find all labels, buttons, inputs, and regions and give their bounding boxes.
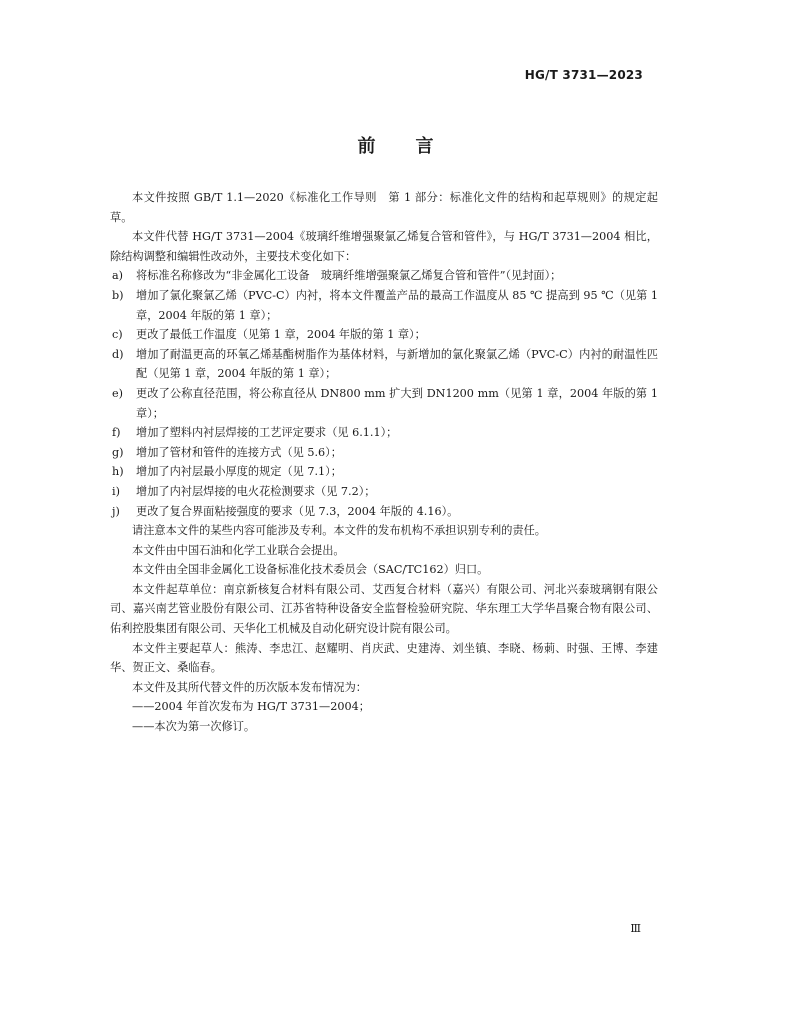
list-marker: d) (112, 347, 124, 361)
list-item (110, 345, 658, 384)
list-text: 增加了氯化聚氯乙烯（PVC-C）内衬，将本文件覆盖产品的最高工作温度从 85 ℃ 提高到 95 ℃（见第 1 章，2004 年版的第 1 章）； (136, 288, 658, 322)
history-item-2004: ——2004 年首次发布为 HG/T 3731—2004； (132, 700, 370, 714)
list-text: 更改了复合界面粘接强度的要求（见 7.3，2004 年版的 4.16）。 (136, 504, 459, 518)
list-item (110, 325, 658, 345)
list-marker: f) (112, 426, 121, 440)
list-text: 增加了内衬层焊接的电火花检测要求（见 7.2）； (136, 484, 376, 498)
list-item (110, 384, 658, 423)
list-item (110, 462, 658, 482)
list-text: 将标准名称修改为“非金属化工设备 玻璃纤维增强聚氯乙烯复合管和管件”（见封面）； (136, 269, 562, 283)
paragraph-committee: 本文件由全国非金属化工设备标准化技术委员会（SAC/TC162）归口。 (132, 563, 489, 577)
paragraph-proposer: 本文件由中国石油和化学工业联合会提出。 (132, 543, 345, 557)
paragraph-drafting-basis: 本文件按照 GB/T 1.1—2020《标准化工作导则 第 1 部分：标准化文件的结构和起草规则》的规定起草。 (110, 191, 658, 224)
list-marker: b) (112, 288, 124, 302)
page-title: 前言 (357, 136, 474, 157)
list-marker: e) (112, 386, 123, 400)
list-marker: j) (112, 504, 120, 518)
list-item (110, 502, 658, 522)
list-item (110, 286, 658, 325)
paragraph-patent-notice: 请注意本文件的某些内容可能涉及专利。本文件的发布机构不承担识别专利的责任。 (132, 524, 546, 538)
paragraph-history-intro: 本文件及其所代替文件的历次版本发布情况为： (132, 680, 367, 694)
list-marker: g) (112, 445, 124, 459)
list-item (110, 443, 658, 463)
list-text: 更改了最低工作温度（见第 1 章，2004 年版的第 1 章）； (136, 328, 426, 342)
paragraph-replacement: 本文件代替 HG/T 3731—2004《玻璃纤维增强聚氯乙烯复合管和管件》，与 HG/T 3731—2004 相比，除结构调整和编辑性改动外，主要技术变化如下： (110, 230, 658, 263)
list-text: 增加了管材和管件的连接方式（见 5.6）； (136, 445, 342, 459)
document-body (110, 188, 658, 737)
list-text: 增加了内衬层最小厚度的规定（见 7.1）； (136, 465, 342, 479)
list-text: 增加了塑料内衬层焊接的工艺评定要求（见 6.1.1）； (136, 426, 398, 440)
list-item (110, 423, 658, 443)
list-marker: i) (112, 484, 120, 498)
list-marker: h) (112, 465, 124, 479)
page-number: Ⅲ (630, 922, 641, 935)
list-item (110, 482, 658, 502)
list-marker: c) (112, 328, 123, 342)
changes-list (110, 266, 658, 521)
document-code: HG/T 3731—2023 (524, 68, 643, 82)
list-text: 更改了公称直径范围，将公称直径从 DN800 mm 扩大到 DN1200 mm（见第 1 章，2004 年版的第 1 章）； (136, 386, 658, 420)
paragraph-drafters: 本文件主要起草人：熊涛、李忠江、赵耀明、肖庆武、史建涛、刘坐镇、李晓、杨莿、时强、王博、李建华、贺正文、桑临春。 (110, 641, 658, 675)
list-marker: a) (112, 269, 124, 283)
paragraph-drafting-units: 本文件起草单位：南京新核复合材料有限公司、艾西复合材料（嘉兴）有限公司、河北兴泰玻璃钢有限公司、嘉兴南艺管业股份有限公司、江苏省特种设备安全监督检验研究院、华东理工大学华昌聚合物有限公司、佑利控股集团有限公司、天华化工机械及自动化研究设计院有限公司。 (110, 582, 658, 636)
list-item (110, 266, 658, 286)
history-item-current: ——本次为第一次修订。 (132, 720, 256, 734)
list-text: 增加了耐温更高的环氧乙烯基酯树脂作为基体材料，与新增加的氯化聚氯乙烯（PVC-C）内衬的耐温性匹配（见第 1 章，2004 年版的第 1 章）； (136, 347, 658, 381)
